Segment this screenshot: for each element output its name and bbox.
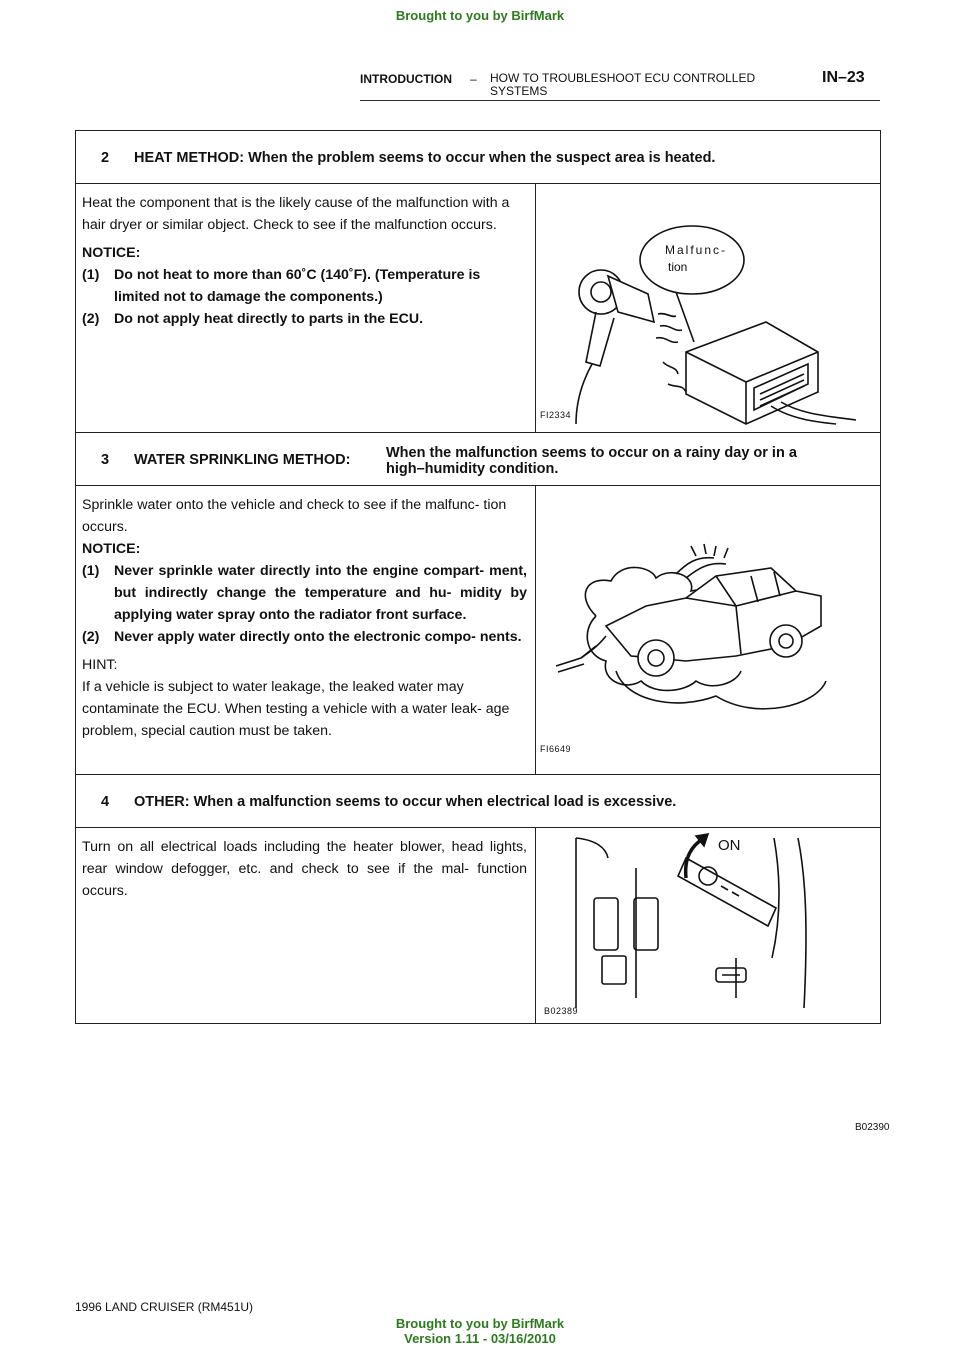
item-text: Do not heat to more than 60˚C (140˚F). (Temperature is limited not to damage the components.) — [114, 267, 481, 305]
step-condition — [386, 445, 797, 477]
step-number: 3 — [100, 452, 110, 468]
notice-item — [82, 308, 527, 330]
figure-code: FI6649 — [540, 744, 572, 754]
car-water-spray-illustration — [536, 486, 876, 768]
procedure-table — [75, 130, 881, 1024]
figure-label-tion: tion — [668, 260, 688, 274]
item-text: Never sprinkle water directly into the engine compart- ment, but indirectly change the temperature and hu- midity by applying water spray onto the radiator front surface. — [114, 563, 527, 623]
figure-light-switch — [536, 828, 881, 1024]
header-rule — [360, 100, 880, 101]
item-number: (2) — [82, 629, 100, 645]
figure-hair-dryer — [536, 184, 881, 433]
header-title — [490, 72, 790, 98]
watermark-bottom-line2: Version 1.11 - 03/16/2010 — [404, 1331, 556, 1346]
step-instruction: Sprinkle water onto the vehicle and check to see if the malfunc- tion occurs. — [82, 497, 507, 535]
step-2-header — [76, 131, 881, 184]
watermark-bottom — [0, 1316, 960, 1346]
hair-dryer-ecu-illustration — [536, 184, 876, 426]
header-section: INTRODUCTION — [360, 72, 452, 86]
item-number: (2) — [82, 311, 100, 327]
hint-label: HINT: — [82, 657, 118, 673]
header-title-line2: SYSTEMS — [490, 84, 548, 98]
figure-label-on: ON — [718, 837, 741, 854]
notice-item — [82, 264, 527, 308]
step-instruction: Heat the component that is the likely cause of the malfunction with a hair dryer or similar object. Check to see if the malfunction occurs. — [82, 195, 510, 233]
figure-water-spray — [536, 486, 881, 775]
notice-item — [82, 626, 527, 648]
hint-text: If a vehicle is subject to water leakage, the leaked water may contaminate the ECU. When testing a vehicle with a water leak- age problem, special caution must be taken. — [82, 679, 510, 739]
step-title: HEAT METHOD: When the problem seems to occur when the suspect area is heated. — [134, 150, 716, 166]
notice-item — [82, 560, 527, 626]
condition-line1: When the malfunction seems to occur on a rainy day or in a — [386, 445, 797, 461]
item-text: Never apply water directly onto the electronic compo- nents. — [114, 629, 522, 645]
step-number: 2 — [100, 150, 110, 166]
step-3-header — [76, 433, 881, 486]
watermark-bottom-line1: Brought to you by BirfMark — [395, 1316, 565, 1331]
page-figure-code: B02390 — [855, 1122, 890, 1133]
item-text: Do not apply heat directly to parts in the ECU. — [114, 311, 424, 327]
header-title-line1: HOW TO TROUBLESHOOT ECU CONTROLLED — [490, 71, 756, 85]
watermark-top: Brought to you by BirfMark — [395, 8, 565, 23]
figure-label-malfunc: Malfunc- — [665, 243, 728, 257]
item-number: (1) — [82, 563, 100, 579]
combination-switch-illustration — [536, 828, 876, 1018]
step-4-header — [76, 775, 881, 828]
notice-label: NOTICE: — [82, 245, 141, 261]
step-instruction: Turn on all electrical loads including the heater blower, head lights, rear window defogger, etc. and check to see if the mal- function occurs. — [82, 839, 527, 899]
item-number: (1) — [82, 267, 100, 283]
footer-model: 1996 LAND CRUISER (RM451U) — [75, 1300, 254, 1314]
condition-line2: high–humidity condition. — [386, 461, 559, 477]
step-2-body — [76, 184, 881, 433]
figure-code: FI2334 — [540, 410, 572, 420]
notice-label: NOTICE: — [82, 541, 141, 557]
step-title: WATER SPRINKLING METHOD: — [134, 452, 351, 468]
step-4-body — [76, 828, 881, 1024]
step-number: 4 — [100, 794, 110, 810]
step-title: OTHER: When a malfunction seems to occur when electrical load is excessive. — [134, 794, 677, 810]
step-3-body — [76, 486, 881, 775]
page-number: IN–23 — [822, 69, 865, 86]
figure-code: B02389 — [544, 1006, 579, 1016]
header-dash: – — [470, 72, 477, 86]
